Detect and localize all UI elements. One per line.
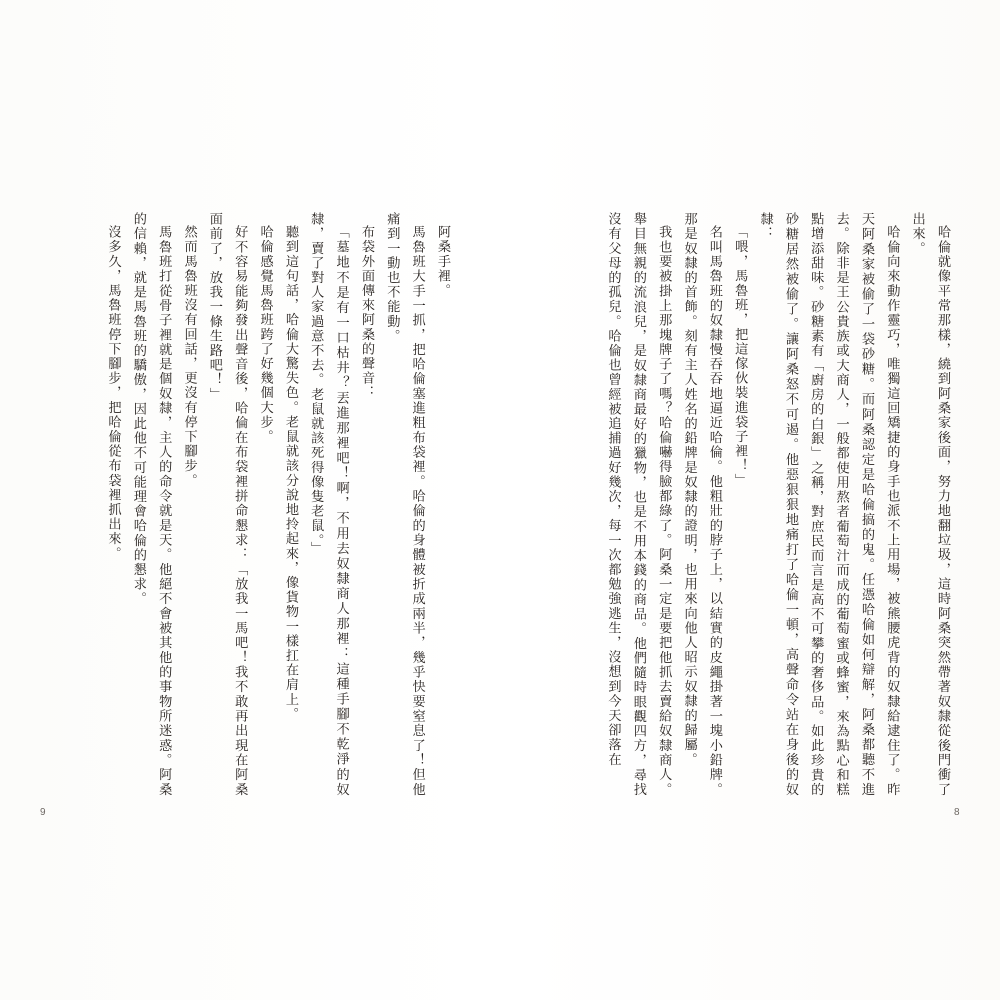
page-right-text-block [535,212,955,797]
paragraph: 馬魯班打從骨子裡就是個奴隸，主人的命令就是天。他絕不會被其他的事物所迷惑。阿桑的信賴，就是馬魯班的驕傲，因此他不可能理會哈倫的懇求。 [130,212,172,797]
paragraph: 聽到這句話，哈倫大驚失色。老鼠就該分說地拎起來，像貨物一樣扛在肩上。 [282,225,298,722]
paragraph: 沒多久，馬魯班停下腳步，把哈倫從布袋裡抓出來。 [105,225,121,561]
paragraph: 哈倫向來動作靈巧，唯獨這回矯捷的身手也派不上用場，被熊腰虎背的奴隸給逮住了。昨天阿桑家被偷了一袋砂糖。而阿桑認定是哈倫搞的鬼。任憑哈倫如何辯解，阿桑都聽不進去。除非是王公貴族或大商人，一般都使用熬者葡萄汁而成的葡萄蜜或蜂蜜，來為點心和糕點增添甜味。砂糖素有「廚房的白銀」之稱，對庶民而言是高不可攀的奢侈品。如此珍貴的砂糖居然被偷了。讓阿桑怒不可遏。他惡狠狠地痛打了哈倫一頓，高聲命令站在身後的奴隸： [757,212,900,797]
paragraph: 哈倫感覺馬魯班跨了好幾個大步。 [257,225,273,445]
paragraph: 布袋外面傳來阿桑的聲音： [358,225,374,401]
paragraph: 好不容易能夠發出聲音後，哈倫在布袋裡拼命懇求：「放我一馬吧！我不敢再出現在阿桑面前了，放我一條生路吧！」 [206,212,248,797]
page-number-right: 8 [953,807,960,818]
book-page-right [500,0,1000,1000]
paragraph: 然而馬魯班沒有回話，更沒有停下腳步。 [181,225,197,488]
paragraph: 我也要被掛上那塊牌子了嗎？哈倫嚇得臉都綠了。阿桑一定是要把他抓去賣給奴隸商人。舉目無親的流浪兒，是奴隸商最好的獵物，也是不用本錢的商品。他們隨時眼觀四方，尋找沒有父母的孤兒。哈倫也曾經被追捕過好幾次，每一次都勉強逃生，沒想到今天卻落在 [605,212,672,797]
paragraph: 阿桑手裡。 [435,225,450,299]
paragraph: 哈倫就像平常那樣，繞到阿桑家後面，努力地翻垃圾，這時阿桑突然帶著奴隸從後門衝了出來。 [909,212,950,797]
paragraph: 「喂，馬魯班，把這傢伙裝進袋子裡！」 [732,225,748,488]
page-left-text-block [35,212,455,797]
page-number-left: 9 [40,807,47,818]
paragraph: 名叫馬魯班的奴隸慢吞吞地逼近哈倫。他粗壯的脖子上，以結實的皮繩掛著一塊小鉛牌。那是奴隸的首飾。刻有主人姓名的鉛牌是奴隸的證明，也用來向他人昭示奴隸的歸屬。 [681,212,722,797]
paragraph: 馬魯班大手一抓，把哈倫塞進粗布袋裡。哈倫的身體被折成兩半，幾乎快要窒息了！但他痛到一動也不能動。 [384,212,425,797]
paragraph: 「墓地不是有一口枯井？丟進那裡吧！啊，不用去奴隸商人那裡：這種手腳不乾淨的奴隸，賣了對人家過意不去。老鼠就該死得像隻老鼠。」 [308,212,349,797]
